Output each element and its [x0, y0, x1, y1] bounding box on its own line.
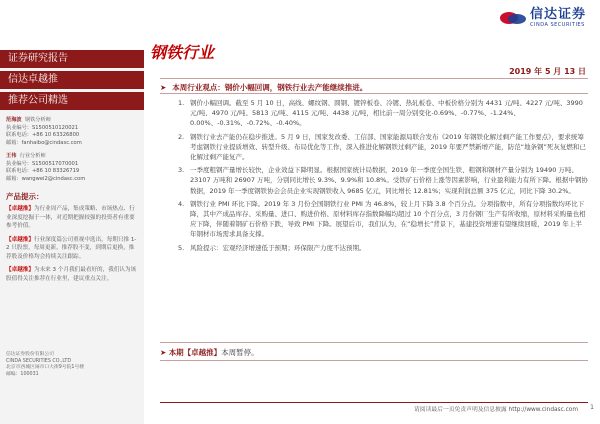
analyst-id-label: 执业编号： — [6, 124, 32, 131]
logo-name-en: CINDA SECURITIES — [529, 22, 585, 28]
triangle-bullet-icon: ➤ — [160, 83, 167, 92]
analyst-phone: +86 10 83326719 — [31, 168, 80, 174]
product-text: 为未来 3 个月我们最看好的，我们认为该股值得关注推荐在行业里，建议重点关注。 — [6, 267, 137, 282]
point-number: 5. — [178, 243, 185, 252]
cinda-logo-icon — [500, 10, 526, 26]
recommendation-text: 本周暂停。 — [221, 348, 259, 357]
analyst-role: 钢铁分析师 — [24, 117, 51, 123]
point-text: 风险提示：宏观经济增速低于预期；环保限产力度不达预期。 — [190, 243, 366, 252]
summary-label: 本周行业观点： — [172, 83, 225, 92]
analyst-phone: +86 10 63326800 — [31, 132, 80, 138]
points-list — [178, 98, 588, 256]
footer-disclaimer[interactable]: 请阅读最后一页免责声明及信息披露 http://www.cindasc.com — [413, 407, 578, 413]
analyst-card — [0, 149, 144, 185]
footer-rule — [160, 402, 588, 403]
analyst-email[interactable]: wangwei2@cindasc.com — [21, 175, 86, 182]
product-note — [0, 266, 144, 283]
analyst-email-label: 邮箱： — [6, 139, 22, 146]
analyst-name: 范海波 — [6, 117, 22, 123]
product-text: 为行业周产品，集成策略、市场热点、行业深度挖掘于一体，对近期把握较强的投资者有重要参考价值。 — [6, 206, 135, 229]
divider — [160, 360, 588, 361]
analyst-id: S1500510120021 — [31, 124, 79, 131]
recommendation-row — [160, 347, 259, 358]
products-title: 产品提示： — [6, 192, 44, 201]
sidebar — [0, 50, 144, 424]
company-name-cn: 信达证券股份有限公司 — [6, 352, 54, 357]
point-number: 4. — [178, 199, 185, 208]
logo-name-cn: 信达证券 — [529, 7, 586, 22]
divider — [160, 93, 588, 94]
sidebar-block-recommendation: 推荐公司精选 — [0, 92, 144, 110]
analyst-id: S1500517070001 — [31, 160, 79, 167]
product-note — [0, 236, 144, 262]
report-title: 钢铁行业 — [150, 43, 215, 62]
sidebar-block-report-type: 证券研究报告 — [0, 50, 144, 68]
analyst-id-label: 执业编号： — [6, 160, 32, 167]
summary-row — [160, 82, 588, 93]
point-text: 一季度粗钢产量增长较快，企业效益下降明显。根据国家统计局数据，2019 年一季度全国生铁、粗钢和钢材产量分别为 19490 万吨、23107 万吨和 26907 万吨，分别同比增长 9.3%、9.9%和 10.8%。受铁矿石价格上涨等因素影响，行业盈利能力有所下降。根据中钢协数据，2019 年一季度钢铁协会会员企业实现钢铁收入 9685 亿元，同比增长 12.81%；实现利润总额 375 亿元，同比下降 30.2%。 — [190, 166, 588, 195]
product-text: 行业深度篇公司重视中选出，每期只推 1-2 只股票，每周更新，推荐股不变，到期后更换，推荐股及价格均会持续关注跟踪。 — [6, 236, 137, 260]
company-zip: 100031 — [20, 371, 39, 377]
cinda-logo — [500, 8, 586, 28]
point-number: 3. — [178, 166, 185, 175]
analyst-card — [0, 113, 144, 149]
company-info — [6, 352, 84, 378]
point-number: 1. — [178, 99, 185, 107]
divider — [160, 78, 588, 79]
analyst-phone-label: 联系电话： — [6, 132, 32, 138]
product-note — [0, 205, 144, 231]
analyst-phone-label: 联系电话： — [6, 168, 32, 174]
company-zip-label: 邮编： — [6, 371, 21, 377]
list-item — [178, 199, 588, 240]
list-item — [178, 165, 588, 196]
point-text: 钢铁行业去产能仍在稳步推进。5 月 9 日，国家发改委、工信部、国家能源局联合发布《2019 年钢铁化解过剩产能工作要点》，要求统筹考虑钢铁行业提质增效、转型升级、布局优化等工作，深入推进化解钢铁过剩产能，2019 年要严禁新增产能，防范“地条钢”死灰复燃和已化解过剩产能复产。 — [190, 132, 586, 162]
analyst-name: 王伟 — [6, 153, 17, 159]
product-tag: 【卓越推】 — [6, 236, 34, 243]
list-item — [178, 98, 588, 129]
triangle-bullet-icon: ➤ — [160, 348, 167, 357]
company-name-en: CINDA SECURITIES CO.,LTD — [6, 358, 72, 364]
page-number: 1 — [590, 404, 594, 411]
analyst-role: 行业分析师 — [19, 153, 46, 159]
point-number: 2. — [178, 132, 185, 141]
sidebar-block-brand: 信达卓越推 — [0, 71, 144, 89]
list-item — [178, 243, 588, 253]
divider — [160, 342, 588, 343]
analyst-email-label: 邮箱： — [6, 175, 22, 182]
product-tag: 【卓越推】 — [6, 267, 34, 273]
company-address: 北京市西城区闹市口大街9号院1号楼 — [6, 365, 85, 371]
analyst-email[interactable]: fanhaibo@cindasc.com — [21, 139, 82, 146]
list-item — [178, 132, 588, 163]
point-text: 钢铁行业 PMI 环比下降。2019 年 3 月份全国钢铁行业 PMI 为 46.8%，较上月下降 3.8 个百分点。分项指数中，所有分项指数均环比下降，其中产成品库存、采购量、进口、购进价格、原材料库存指数降幅均超过 10 个百分点，3 月份钢厂生产有所收缩，原材料采购量也相应下降，伴随着钢矿石价格下跌，导致 PMI 下降。展望后市，我们认为，在“稳增长”背景下，基建投资增速有望继续回暖，2019 年上半年钢材市场需求具备支撑。 — [190, 199, 586, 239]
report-date: 2019 年 5 月 13 日 — [509, 67, 586, 76]
recommendation-label: 本期【卓越推】 — [168, 348, 222, 357]
summary-text: 钢价小幅回调，钢铁行业去产能继续推进。 — [224, 83, 368, 92]
point-text: 钢价小幅回调。截至 5 月 10 日，高线、螺纹钢、圆钢、镀锌板卷、冷镀、热轧板卷、中板价格分别为 4431 元/吨、4227 元/吨、3990 元/吨、4970 元/吨、5813 元/吨、4115 元/吨、4438 元/吨，相比前一周分别变化-0.69%、-0.77%、-1.24%、0.00%、-0.31%、-0.72%、-0.40%。 — [190, 99, 583, 128]
product-tag: 【卓越推】 — [6, 206, 34, 212]
